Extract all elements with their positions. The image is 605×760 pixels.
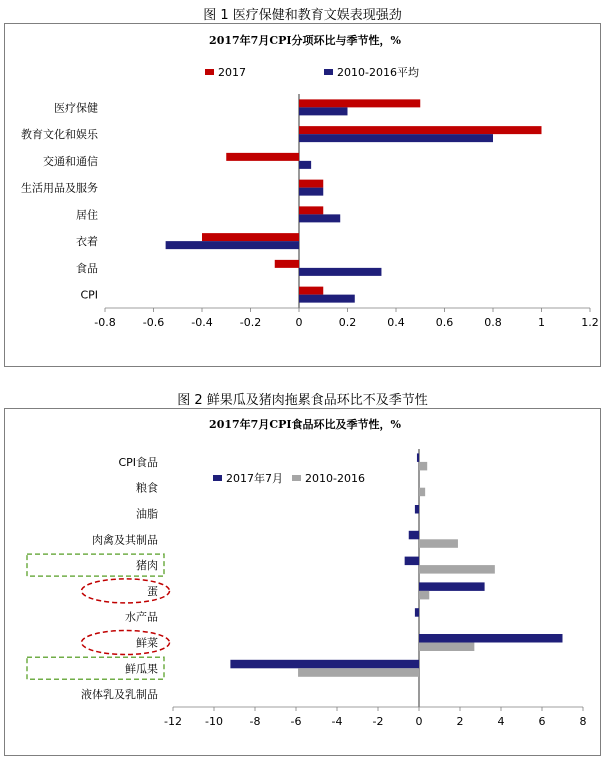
legend-swatch-1 — [324, 69, 333, 75]
category-label: 油脂 — [136, 507, 158, 521]
x-tick-label: -2 — [372, 715, 384, 728]
category-label: 肉禽及其制品 — [92, 533, 158, 547]
x-tick-label: -0.6 — [142, 316, 165, 329]
legend-label-1: 2010-2016 — [305, 472, 365, 485]
x-tick-label: -6 — [290, 715, 302, 728]
category-label: 教育文化和娱乐 — [21, 128, 98, 142]
x-tick-label: 6 — [538, 715, 546, 728]
x-tick-label: 0.6 — [435, 316, 454, 329]
bar-0 — [299, 99, 420, 107]
x-tick-label: -0.2 — [239, 316, 262, 329]
x-tick-label: 0.4 — [387, 316, 405, 329]
x-tick-label: 2 — [456, 715, 464, 728]
bar-0 — [299, 206, 323, 214]
bar-1 — [299, 295, 355, 303]
category-label: 液体乳及乳制品 — [81, 688, 158, 702]
chart-2-svg — [5, 409, 600, 755]
x-tick-label: -8 — [249, 715, 261, 728]
x-tick-label: 0 — [295, 316, 303, 329]
bar-1 — [298, 668, 419, 677]
bar-0 — [299, 180, 323, 188]
x-tick-label: 4 — [497, 715, 505, 728]
x-tick-label: -0.4 — [191, 316, 213, 329]
x-tick-label: -10 — [205, 715, 223, 728]
x-tick-label: -12 — [164, 715, 182, 728]
category-label: 鲜瓜果 — [125, 662, 158, 676]
bar-1 — [299, 268, 381, 276]
bar-0 — [202, 233, 299, 241]
bar-0 — [230, 660, 419, 669]
category-label: CPI — [80, 288, 98, 302]
bar-0 — [226, 153, 299, 161]
bar-1 — [299, 134, 493, 142]
bar-1 — [299, 214, 340, 222]
bar-0 — [417, 453, 419, 462]
category-label: 鲜菜 — [136, 636, 158, 650]
bar-1 — [166, 241, 299, 249]
chart-title: 2017年7月CPI分项环比与季节性，% — [209, 34, 401, 47]
figure-2-caption: 图 2 鲜果瓜及猪肉拖累食品环比不及季节性 — [177, 393, 428, 408]
bar-0 — [405, 557, 419, 566]
bar-1 — [299, 161, 311, 169]
category-label: 居住 — [76, 208, 98, 222]
bar-1 — [419, 643, 474, 652]
x-tick-label: 1 — [538, 316, 545, 329]
category-label: 医疗保健 — [54, 101, 98, 115]
x-tick-label: 0.8 — [484, 316, 502, 329]
category-label: 交通和通信 — [43, 154, 98, 168]
legend-swatch-0 — [213, 475, 222, 481]
bar-0 — [299, 287, 323, 295]
bar-1 — [419, 462, 427, 471]
bar-0 — [409, 531, 419, 540]
bar-0 — [415, 608, 419, 617]
category-label: 水产品 — [125, 610, 158, 624]
legend-label-1: 2010-2016平均 — [337, 66, 419, 79]
category-label: CPI食品 — [118, 455, 158, 469]
x-tick-label: 1.2 — [581, 316, 599, 329]
x-tick-label: -4 — [331, 715, 343, 728]
bar-1 — [299, 107, 348, 115]
category-label: 食品 — [76, 261, 98, 275]
category-label: 衣着 — [76, 235, 98, 249]
chart-1-svg — [5, 24, 600, 366]
legend-swatch-0 — [205, 69, 214, 75]
chart-title: 2017年7月CPI食品环比及季节性，% — [209, 418, 401, 431]
legend-label-0: 2017 — [218, 66, 246, 79]
bar-1 — [419, 488, 425, 497]
bar-1 — [419, 591, 429, 600]
x-tick-label: 0.2 — [338, 316, 357, 329]
category-label: 猪肉 — [136, 559, 158, 573]
bar-0 — [415, 505, 419, 514]
category-label: 粮食 — [136, 481, 158, 495]
bar-0 — [299, 126, 542, 134]
x-tick-label: 0 — [415, 715, 423, 728]
x-tick-label: 8 — [579, 715, 587, 728]
figure-1-caption: 图 1 医疗保健和教育文娱表现强劲 — [203, 8, 402, 23]
legend-swatch-1 — [292, 475, 301, 481]
bar-1 — [299, 188, 323, 196]
category-label: 蛋 — [147, 584, 158, 598]
bar-1 — [419, 539, 458, 548]
category-label: 生活用品及服务 — [21, 181, 98, 195]
x-tick-label: -0.8 — [94, 316, 116, 329]
legend-label-0: 2017年7月 — [226, 472, 283, 485]
bar-0 — [275, 260, 299, 268]
bar-0 — [419, 634, 563, 643]
bar-0 — [419, 582, 485, 591]
chart-2-panel — [4, 408, 601, 756]
bar-1 — [419, 565, 495, 574]
chart-1-panel — [4, 23, 601, 367]
